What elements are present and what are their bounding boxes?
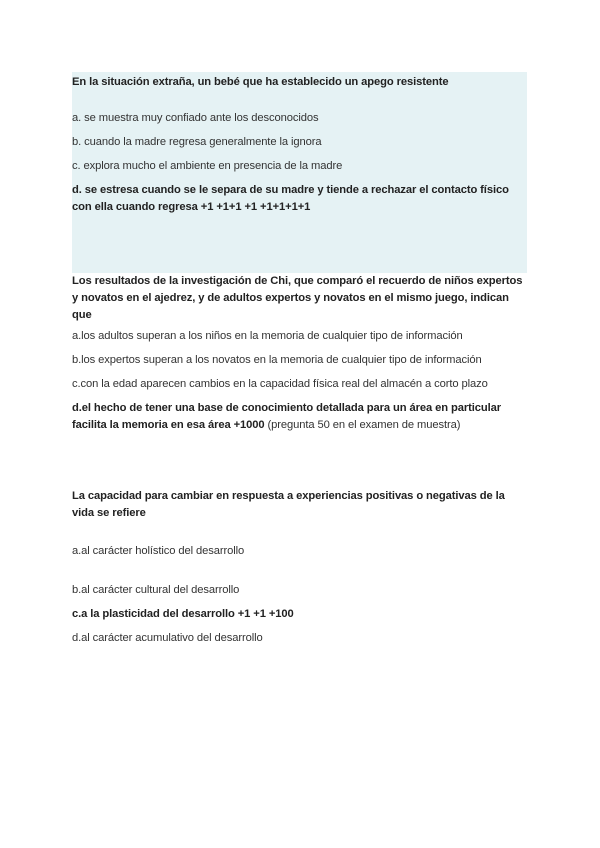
- question-2-option-b: b.los expertos superan a los novatos en la memoria de cualquier tipo de información: [72, 354, 482, 366]
- question-2-option-d: [72, 400, 527, 434]
- question-3-option-d: d.al carácter acumulativo del desarrollo: [72, 632, 263, 644]
- question-1-prompt: En la situación extraña, un bebé que ha establecido un apego resistente: [72, 76, 449, 88]
- question-2-option-d-correct: d.el hecho de tener una base de conocimiento detallada para un área en particular facilita la memoria en esa área +1000: [72, 402, 501, 431]
- question-1: [72, 72, 527, 273]
- question-2-option-d-note: (pregunta 50 en el examen de muestra): [264, 419, 461, 431]
- question-3-option-c-correct: c.a la plasticidad del desarrollo +1 +1 +100: [72, 608, 294, 620]
- question-2-prompt: Los resultados de la investigación de Chi, que comparó el recuerdo de niños expertos y novatos en el ajedrez, y de adultos expertos y novatos en el mismo juego, indican que: [72, 275, 523, 321]
- question-3-option-b: b.al carácter cultural del desarrollo: [72, 584, 240, 596]
- question-1-option-c: c. explora mucho el ambiente en presencia de la madre: [72, 160, 343, 172]
- question-3-prompt: La capacidad para cambiar en respuesta a experiencias positivas o negativas de la vida se refiere: [72, 490, 505, 519]
- question-3-option-a: a.al carácter holístico del desarrollo: [72, 545, 245, 557]
- question-2-option-a: a.los adultos superan a los niños en la memoria de cualquier tipo de información: [72, 330, 463, 342]
- question-1-option-b: b. cuando la madre regresa generalmente la ignora: [72, 136, 322, 148]
- question-2-option-c: c.con la edad aparecen cambios en la capacidad física real del almacén a corto plazo: [72, 378, 488, 390]
- question-1-option-a: a. se muestra muy confiado ante los desconocidos: [72, 112, 319, 124]
- question-1-option-d-correct: d. se estresa cuando se le separa de su madre y tiende a rechazar el contacto físico con ella cuando regresa +1 +1+1 +1 +1+1+1+1: [72, 184, 509, 213]
